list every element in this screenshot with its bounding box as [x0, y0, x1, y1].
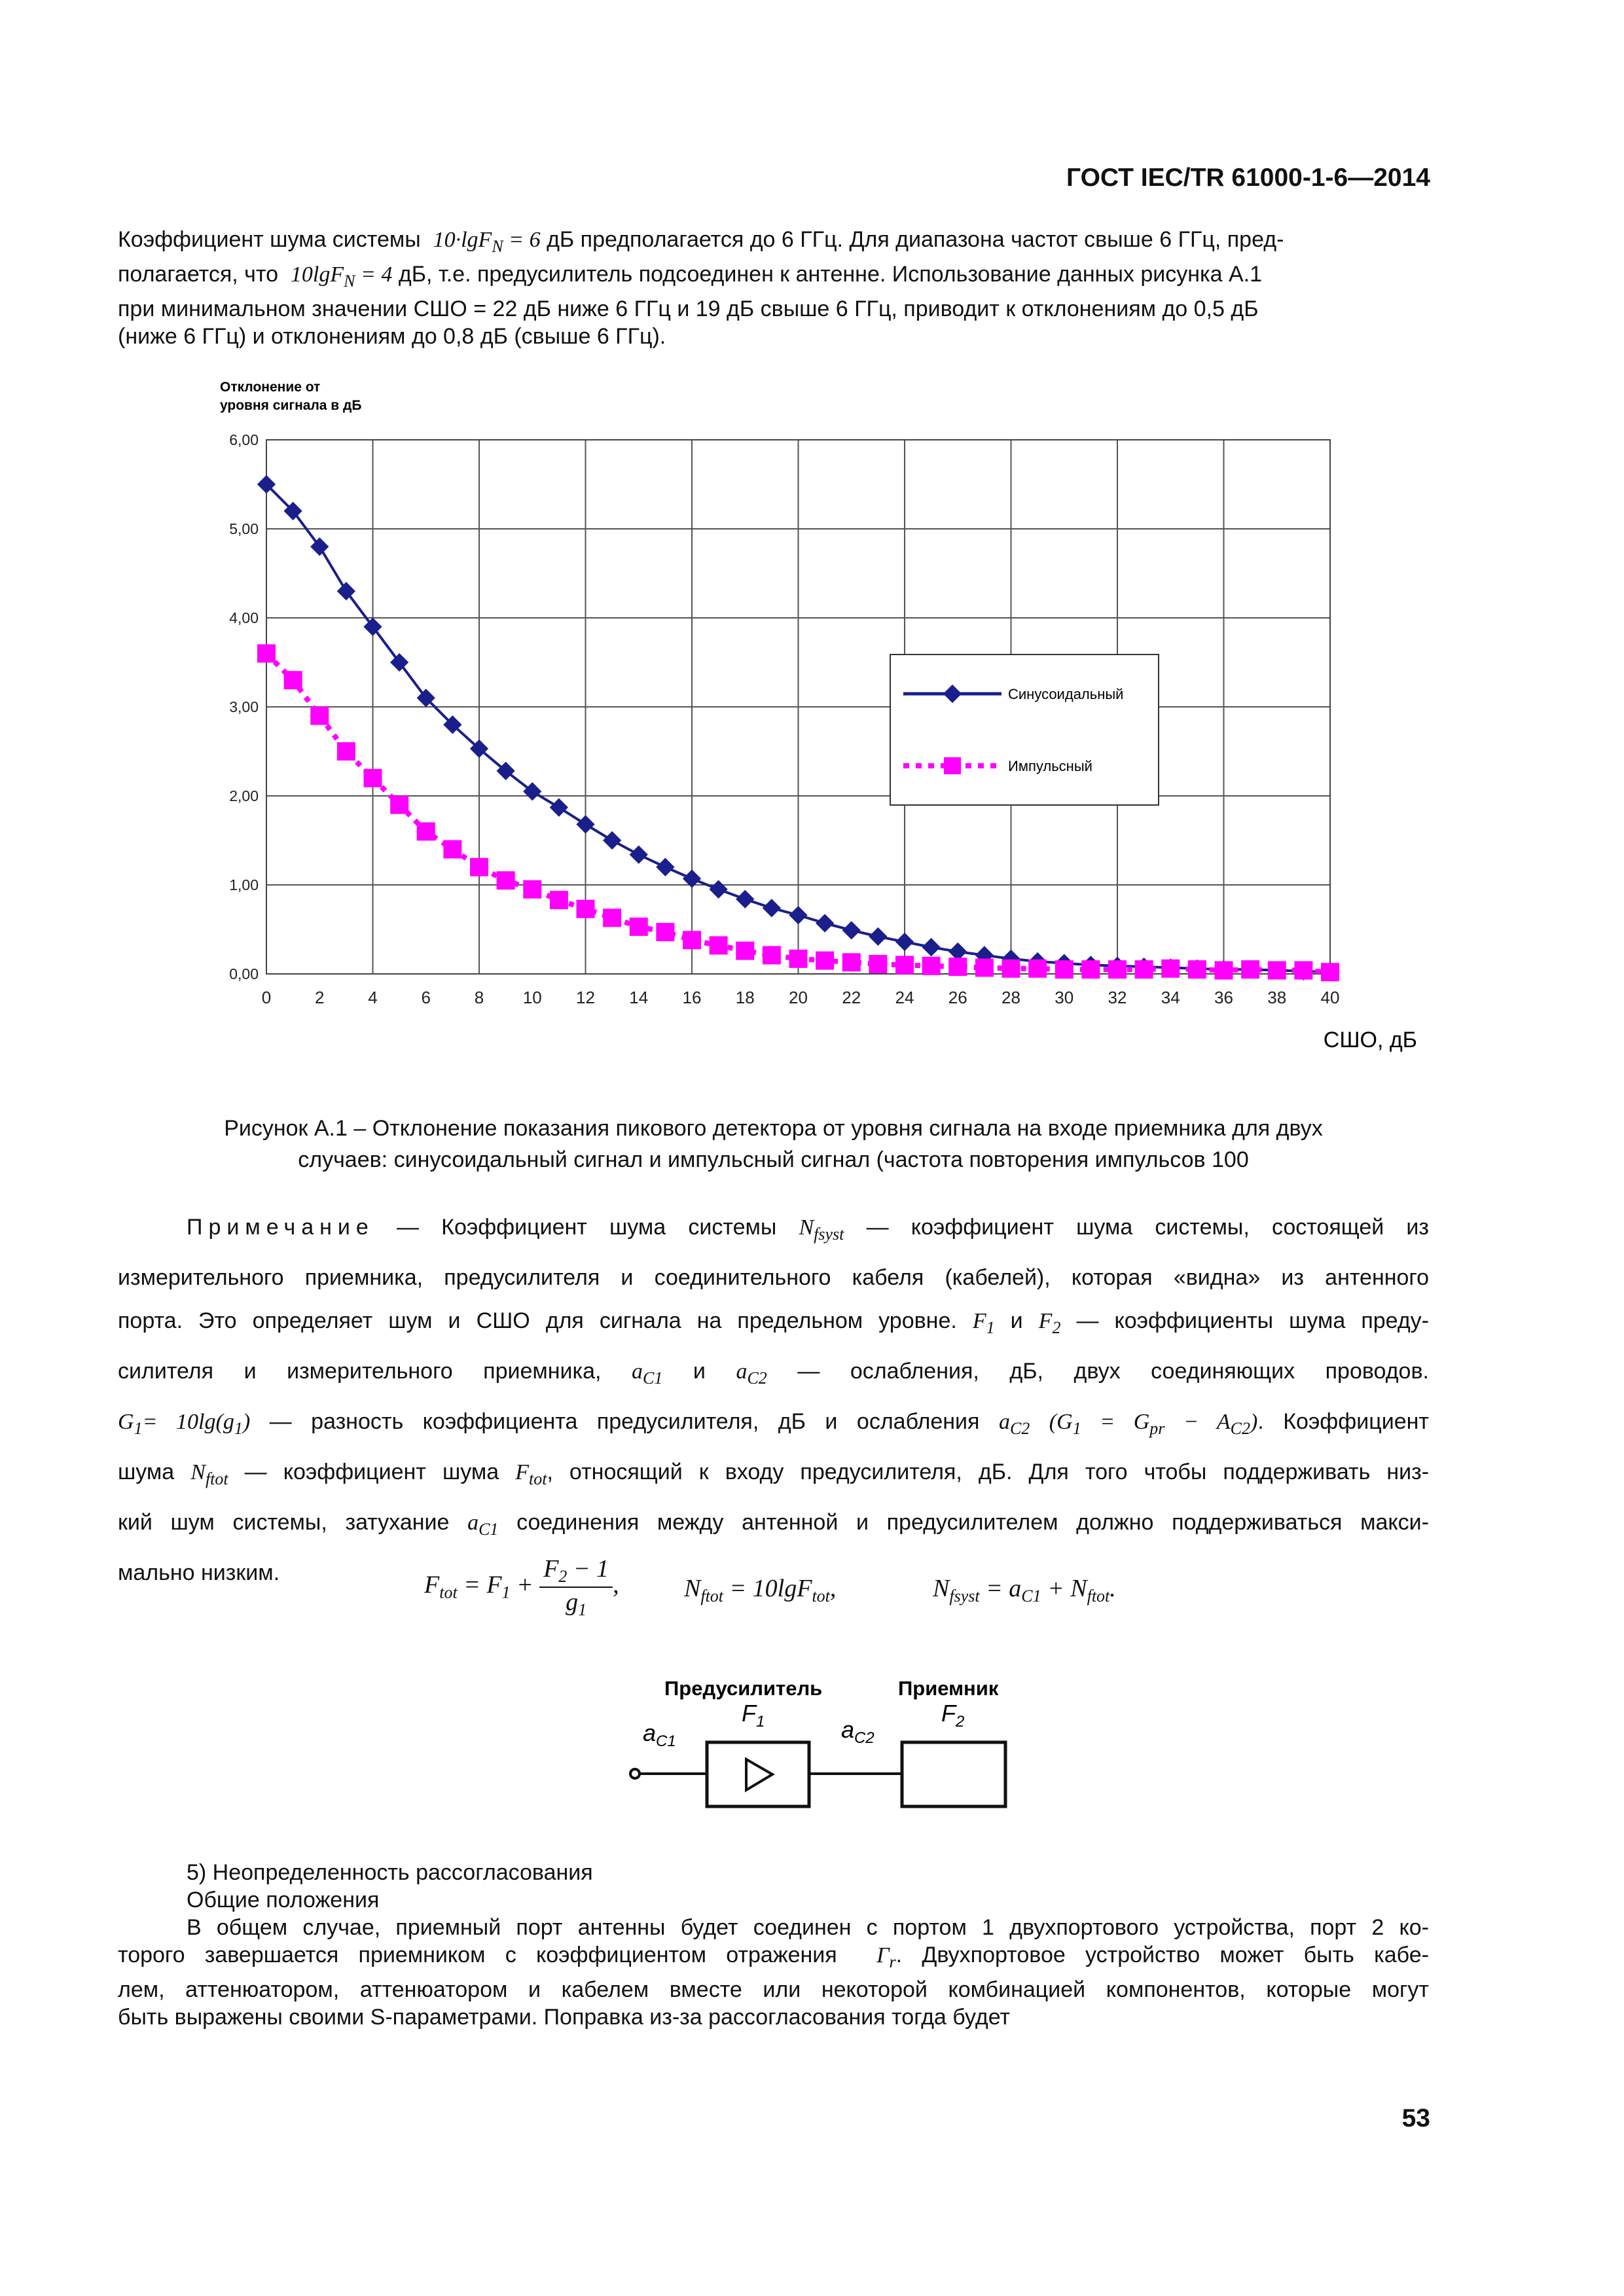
data-point-pulse: [1188, 960, 1206, 978]
data-point-pulse: [390, 796, 408, 814]
chart-xlabel: СШО, дБ: [1323, 1028, 1417, 1052]
x-tick-label: 40: [1320, 988, 1340, 1007]
data-point-pulse: [337, 742, 355, 761]
intro-line-2: полагается, что 10lgF$_N$ = 4 дБ, т.е. предусилитель подсоединен к антенне. Использование данных рисунка А.1: [118, 262, 1263, 291]
data-point-sine: [895, 933, 914, 951]
x-tick-label: 32: [1108, 988, 1127, 1007]
data-point-pulse: [284, 671, 302, 689]
data-point-sine: [709, 880, 727, 899]
data-point-sine: [656, 858, 674, 876]
data-point-pulse: [1108, 960, 1127, 978]
ac2-label: $a_{C2}$: [841, 1716, 875, 1747]
note-line-1: Примечание — Коэффициент шума системы $N_{fsyst}$ — коэффициент шума системы, состоящей из: [187, 1215, 1429, 1244]
data-point-pulse: [443, 840, 461, 859]
data-point-sine: [816, 914, 834, 932]
legend-label-sine: Синусоидальный: [1008, 686, 1124, 702]
data-point-sine: [363, 617, 382, 636]
x-tick-label: 14: [629, 988, 649, 1007]
x-tick-label: 22: [842, 988, 861, 1007]
section-5-subtitle: Общие положения: [187, 1888, 380, 1912]
x-tick-label: 8: [474, 988, 484, 1007]
note-paragraph: [118, 1206, 1429, 1594]
preamp-f1-label: $F_1$: [742, 1700, 765, 1731]
intro-paragraph: [118, 226, 1429, 350]
data-point-pulse: [1268, 961, 1286, 980]
figure-caption: [118, 1113, 1429, 1175]
preamp-block: [707, 1742, 809, 1806]
data-point-pulse: [1135, 960, 1153, 978]
chart-ylabel-line1: Отклонение от: [220, 380, 321, 395]
intro-line-4: (ниже 6 ГГц) и отклонениям до 0,8 дБ (свыше 6 ГГц).: [118, 324, 666, 349]
ac1-label: $a_{C1}$: [643, 1719, 676, 1750]
y-tick-label: 2,00: [229, 787, 259, 804]
chart-legend: [890, 655, 1159, 805]
data-point-pulse: [816, 952, 834, 970]
deviation-chart: [196, 367, 1440, 1060]
note-label: Примечание: [187, 1215, 374, 1240]
y-tick-label: 0,00: [229, 965, 259, 982]
data-point-sine: [789, 906, 807, 924]
data-point-pulse: [523, 880, 541, 899]
x-tick-label: 26: [948, 988, 967, 1007]
x-tick-label: 24: [895, 988, 914, 1007]
data-point-sine: [842, 921, 861, 939]
formula-nf-6: 10·lgF$_N$ = 6: [433, 228, 541, 256]
intro-line-3: при минимальном значении СШО = 22 дБ ниже 6 ГГц и 19 дБ свыше 6 ГГц, приводит к отклонениям до 0,5 дБ: [118, 296, 1259, 321]
data-point-pulse: [550, 891, 568, 909]
data-point-sine: [922, 938, 940, 956]
formula-nfsyst: $N_{fsyst} = a_{C1} + N_{ftot}$.: [933, 1575, 1116, 1605]
data-point-pulse: [470, 858, 488, 876]
data-point-sine: [576, 815, 594, 833]
x-tick-label: 28: [1001, 988, 1020, 1007]
formula-ftot: $F_{tot} = F_1$ + $\frac{F_2 - 1}{g_1}$ ,: [424, 1555, 619, 1619]
note-line-2: измерительного приемника, предусилителя и соединительного кабеля (кабелей), которая «видна» из антенного: [118, 1265, 1429, 1290]
data-point-sine: [310, 537, 329, 556]
x-tick-label: 20: [789, 988, 808, 1007]
section-5: [118, 1859, 1429, 2031]
caption-line-1: Рисунок А.1 – Отклонение показания пикового детектора от уровня сигнала на входе приемника для двух: [224, 1116, 1323, 1141]
receiver-block: [902, 1742, 1005, 1806]
data-point-pulse: [310, 707, 329, 725]
y-tick-label: 4,00: [229, 609, 259, 626]
x-tick-label: 30: [1055, 988, 1074, 1007]
data-point-pulse: [417, 822, 435, 840]
data-point-pulse: [364, 769, 382, 787]
data-point-sine: [550, 798, 568, 817]
data-point-pulse: [842, 953, 861, 971]
formula-nftot: $N_{ftot} = 10\lg F_{tot}$,: [684, 1575, 837, 1605]
note-line-8: мально низким.: [118, 1560, 280, 1585]
data-point-sine: [736, 890, 754, 908]
section-5-line-2: торого завершается приемником с коэффициентом отражения $\Gamma_r$. Двухпортовое устройство может быть кабе-: [118, 1943, 1429, 1971]
data-point-sine: [603, 831, 621, 850]
data-point-sine: [630, 846, 648, 864]
block-diagram: [615, 1669, 1047, 1833]
x-tick-label: 38: [1267, 988, 1287, 1007]
document-header: ГОСТ IEC/TR 61000-1-6—2014: [1066, 164, 1430, 192]
x-tick-label: 36: [1214, 988, 1233, 1007]
chart-ylabel-line2: уровня сигнала в дБ: [220, 398, 362, 413]
receiver-title: Приемник: [898, 1677, 999, 1700]
chart-tick-labels: [229, 431, 1339, 1007]
receiver-f2-label: $F_2$: [941, 1700, 965, 1731]
data-point-pulse: [948, 958, 967, 976]
note-line-5: $G_1= 10\lg(g_1)$ — разность коэффициента предусилителя, дБ и ослабления $a_{C2}$ $(G_1 = G_{pr} - A_{C2})$. Коэффициент: [118, 1409, 1429, 1438]
data-point-pulse: [895, 956, 914, 974]
data-point-pulse: [630, 918, 648, 936]
data-point-pulse: [1028, 960, 1047, 978]
formula-nf-4: 10lgF$_N$ = 4: [290, 262, 393, 291]
data-point-pulse: [710, 936, 728, 954]
antenna-port: [630, 1769, 640, 1778]
section-5-line-4: быть выражены своими S-параметрами. Поправка из-за рассогласования тогда будет: [118, 2005, 1011, 2030]
data-point-sine: [763, 899, 781, 917]
data-point-sine: [337, 582, 355, 600]
section-5-line-3: лем, аттенюатором, аттенюатором и кабелем вместе или некоторой комбинацией компонентов, которые могут: [118, 1977, 1429, 2002]
data-point-pulse: [1002, 960, 1020, 978]
data-point-pulse: [975, 958, 994, 977]
note-line-6: шума $N_{ftot}$ — коэффициент шума $F_{tot}$, относящий к входу предусилителя, дБ. Для того чтобы поддерживать низ-: [118, 1460, 1430, 1488]
data-point-pulse: [1294, 961, 1312, 980]
legend-marker-pulse: [944, 757, 961, 774]
data-point-pulse: [1055, 960, 1074, 978]
section-5-title: 5) Неопределенность рассогласования: [187, 1860, 593, 1885]
page-number: 53: [1401, 2104, 1430, 2132]
y-tick-label: 5,00: [229, 520, 259, 537]
x-tick-label: 2: [315, 988, 325, 1007]
data-point-pulse: [736, 942, 754, 960]
data-point-pulse: [1241, 960, 1259, 978]
y-tick-label: 3,00: [229, 698, 259, 715]
x-tick-label: 10: [522, 988, 542, 1007]
data-point-pulse: [869, 955, 887, 973]
data-point-pulse: [1081, 960, 1100, 978]
data-point-pulse: [1321, 963, 1339, 981]
data-point-pulse: [683, 931, 701, 949]
section-5-line-1: В общем случае, приемный порт антенны будет соединен с портом 1 двухпортового устройства, порт 2 ко-: [187, 1915, 1429, 1940]
data-point-pulse: [1215, 961, 1233, 980]
data-point-pulse: [257, 644, 276, 662]
note-line-7: кий шум системы, затухание $a_{C1}$ соединения между антенной и предусилителем должно поддерживаться макси-: [118, 1510, 1429, 1539]
data-point-pulse: [763, 946, 781, 964]
note-line-4: силителя и измерительного приемника, $a_{C1}$ и $a_{C2}$ — ослабления, дБ, двух соединяющих проводов.: [118, 1359, 1429, 1388]
data-point-pulse: [656, 923, 674, 941]
y-tick-label: 6,00: [229, 431, 259, 448]
intro-line-1: Коэффициент шума системы 10·lgF$_N$ = 6 дБ предполагается до 6 ГГц. Для диапазона частот свыше 6 ГГц, пред-: [118, 227, 1284, 256]
legend-label-pulse: Импульсный: [1008, 758, 1092, 774]
note-line-3: порта. Это определяет шум и СШО для сигнала на предельном уровне. $F_1$ и $F_2$ — коэффициенты шума преду-: [118, 1308, 1429, 1337]
x-tick-label: 12: [576, 988, 595, 1007]
x-tick-label: 16: [682, 988, 702, 1007]
x-tick-label: 18: [735, 988, 755, 1007]
caption-line-2: случаев: синусоидальный сигнал и импульсный сигнал (частота повторения импульсов 100: [298, 1147, 1249, 1172]
data-point-pulse: [497, 871, 515, 889]
data-point-sine: [869, 927, 887, 946]
y-tick-label: 1,00: [229, 876, 259, 893]
data-point-pulse: [922, 957, 941, 975]
data-point-pulse: [789, 950, 808, 968]
x-tick-label: 4: [368, 988, 378, 1007]
data-point-pulse: [1161, 960, 1180, 978]
x-tick-label: 0: [261, 988, 272, 1007]
data-point-sine: [390, 653, 408, 672]
x-tick-label: 6: [421, 988, 431, 1007]
data-point-pulse: [577, 900, 595, 918]
x-tick-label: 34: [1161, 988, 1180, 1007]
data-point-pulse: [603, 908, 621, 927]
preamp-title: Предусилитель: [664, 1677, 823, 1700]
